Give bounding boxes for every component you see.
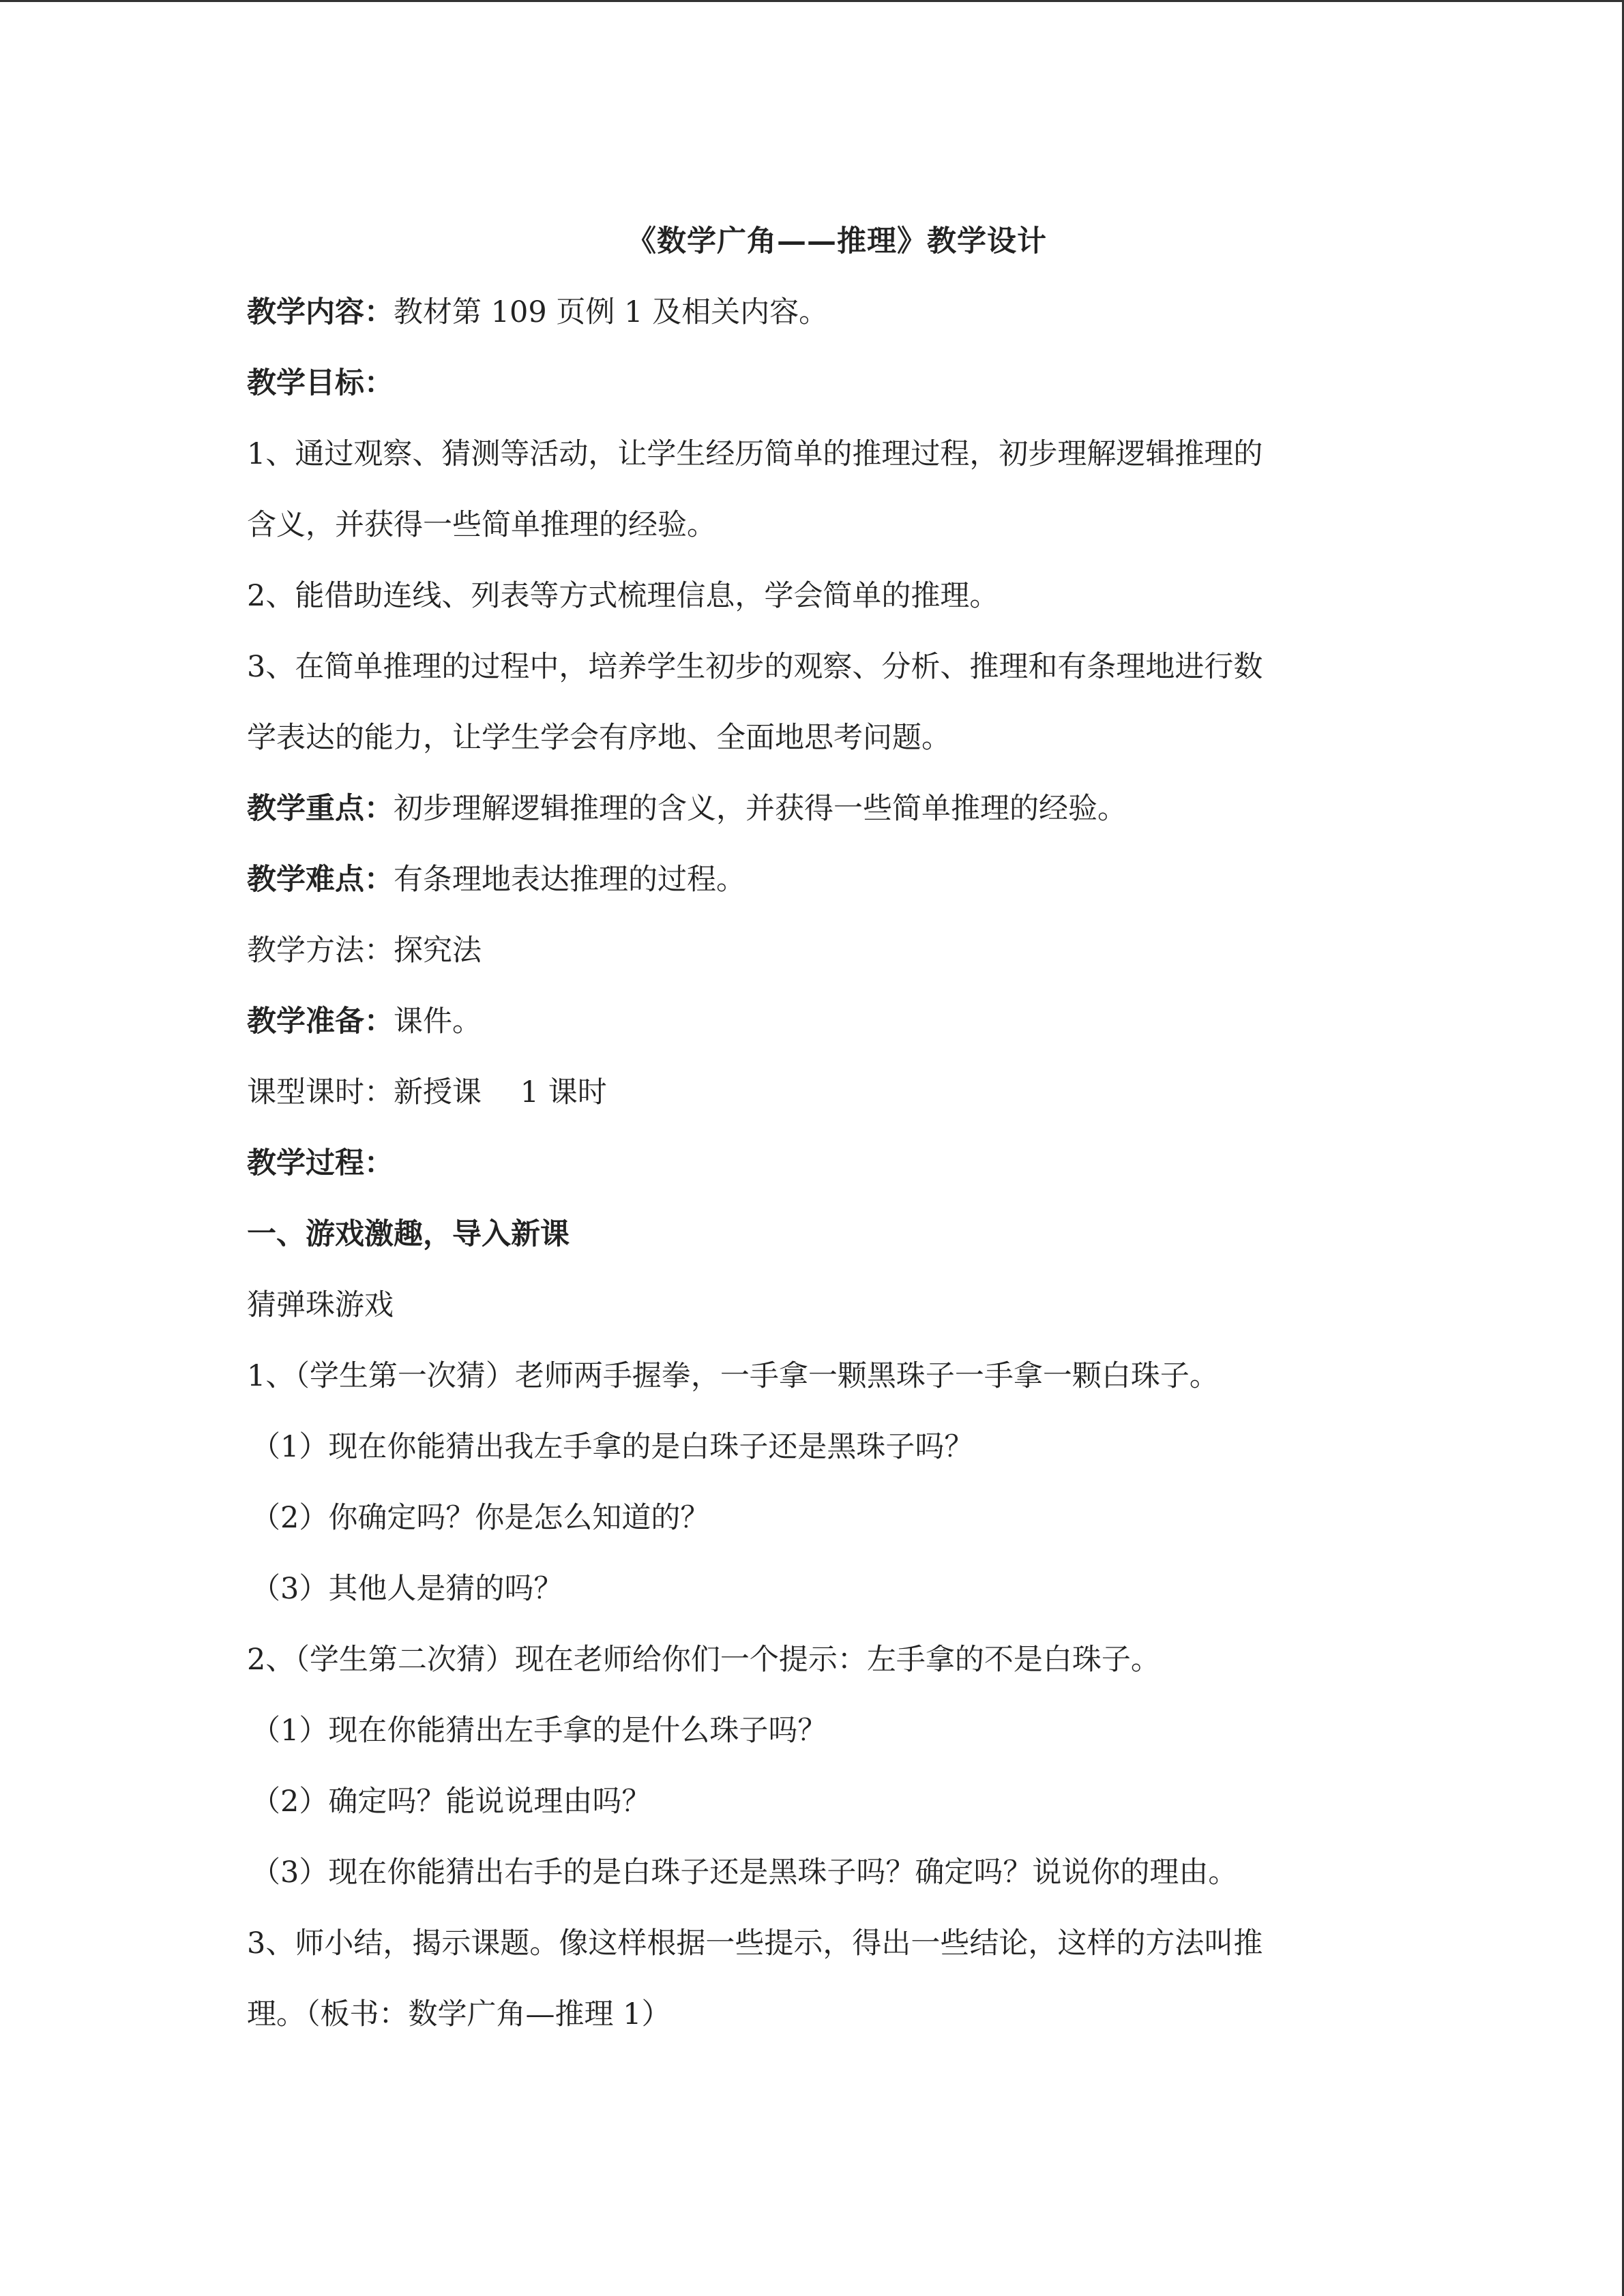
teaching-method: 教学方法：探究法	[247, 934, 482, 968]
teaching-content-label: 教学内容：	[247, 295, 394, 329]
goal-1-line-1: 1、通过观察、猜测等活动，让学生经历简单的推理过程，初步理解逻辑推理的	[247, 437, 1263, 471]
goal-1-line-2: 含义，并获得一些简单推理的经验。	[247, 508, 716, 542]
preparation-label: 教学准备：	[247, 1004, 394, 1039]
goal-3-line-2: 学表达的能力，让学生学会有序地、全面地思考问题。	[247, 721, 951, 755]
preparation-text: 课件。	[394, 1004, 482, 1039]
key-point-text: 初步理解逻辑推理的含义，并获得一些简单推理的经验。	[394, 792, 1127, 826]
key-point-label: 教学重点：	[247, 792, 394, 826]
step-1: 1、（学生第一次猜）老师两手握拳，一手拿一颗黑珠子一手拿一颗白珠子。	[247, 1359, 1219, 1393]
teaching-process-label: 教学过程：	[247, 1146, 394, 1180]
teaching-content-text: 教材第 109 页例 1 及相关内容。	[394, 295, 829, 329]
step-1-question-2: （2）你确定吗？你是怎么知道的？	[251, 1501, 710, 1535]
step-2: 2、（学生第二次猜）现在老师给你们一个提示：左手拿的不是白珠子。	[247, 1643, 1160, 1677]
goal-2: 2、能借助连线、列表等方式梳理信息，学会简单的推理。	[247, 579, 999, 613]
step-2-question-3: （3）现在你能猜出右手的是白珠子还是黑珠子吗？确定吗？说说你的理由。	[251, 1855, 1238, 1890]
section-1-heading: 一、游戏激趣，导入新课	[247, 1217, 570, 1251]
step-1-question-1: （1）现在你能猜出我左手拿的是白珠子还是黑珠子吗？	[251, 1430, 974, 1464]
document-title: 《数学广角——推理》教学设计	[627, 224, 1047, 258]
step-1-question-3: （3）其他人是猜的吗？	[251, 1572, 563, 1606]
step-2-question-2: （2）确定吗？能说说理由吗？	[251, 1785, 651, 1819]
preparation-line	[247, 986, 1379, 1057]
document-body	[247, 206, 1379, 2050]
step-2-question-1: （1）现在你能猜出左手拿的是什么珠子吗？	[251, 1714, 827, 1748]
teaching-goals-label: 教学目标：	[247, 366, 394, 400]
step-3-line-1: 3、师小结，揭示课题。像这样根据一些提示，得出一些结论，这样的方法叫推	[247, 1926, 1263, 1960]
key-point-line	[247, 773, 1379, 844]
step-3-line-2: 理。（板书：数学广角—推理 1）	[247, 1997, 671, 2031]
difficulty-line	[247, 844, 1379, 915]
difficulty-text: 有条理地表达推理的过程。	[394, 863, 745, 897]
teaching-content-line	[247, 277, 1379, 348]
game-title: 猜弹珠游戏	[247, 1288, 394, 1322]
difficulty-label: 教学难点：	[247, 863, 394, 897]
lesson-type: 课型课时：新授课 1 课时	[247, 1075, 607, 1109]
goal-3-line-1: 3、在简单推理的过程中，培养学生初步的观察、分析、推理和有条理地进行数	[247, 650, 1263, 684]
